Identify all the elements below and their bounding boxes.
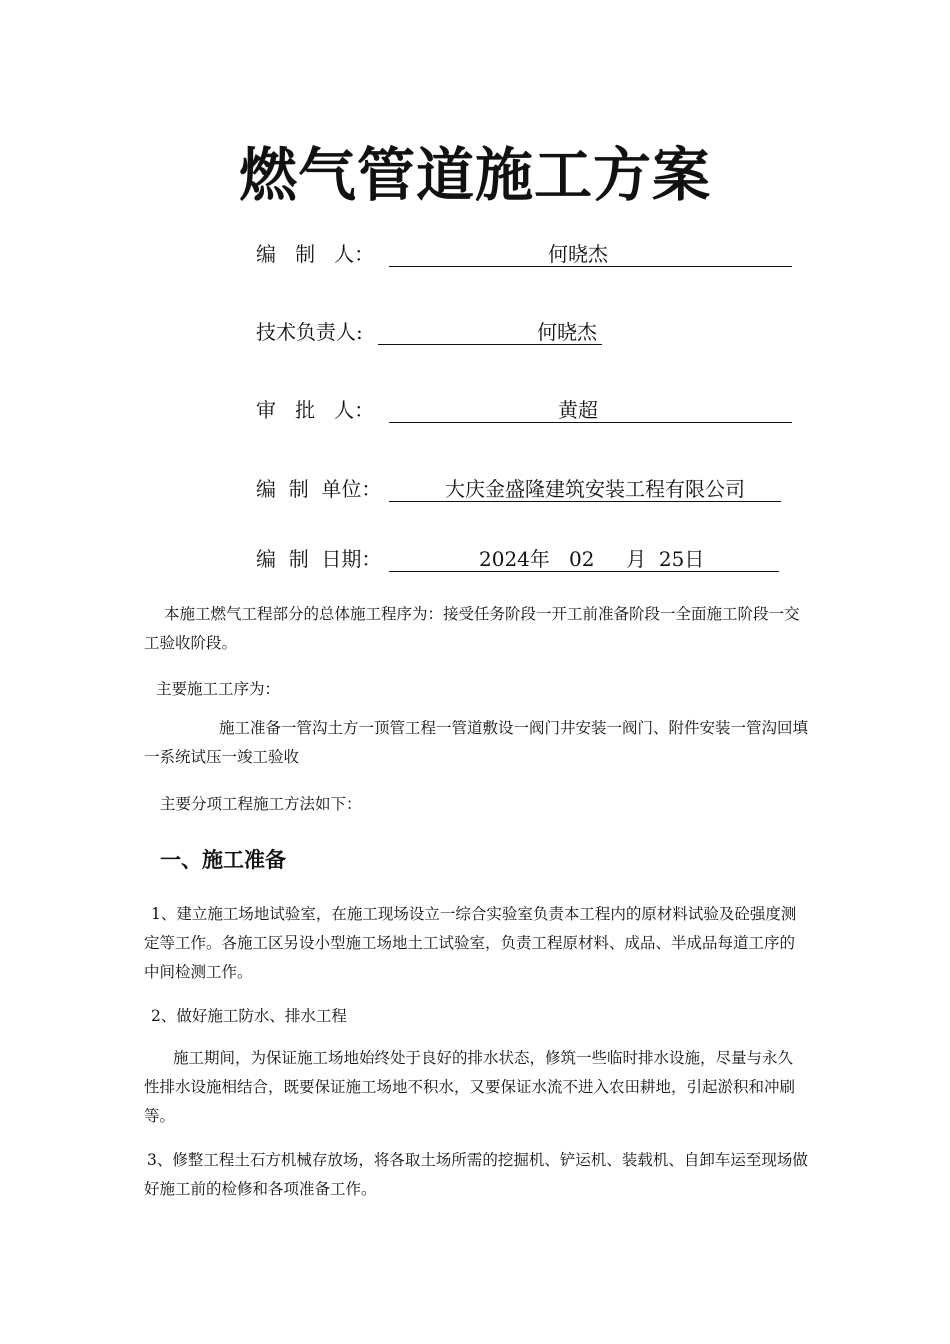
field-date	[256, 543, 796, 573]
paragraph-drainage-title: 2、做好施工防水、排水工程	[151, 1007, 347, 1025]
field-organization-value: 大庆金盛隆建筑安装工程有限公司	[445, 477, 745, 501]
field-author	[256, 238, 796, 268]
field-date-value: 2024年 02 月 25日	[479, 547, 705, 571]
field-organization	[256, 473, 796, 503]
field-tech-lead-value: 何晓杰	[537, 320, 597, 344]
field-approver	[256, 394, 796, 424]
field-approver-value: 黄超	[558, 398, 598, 422]
field-tech-lead-label: 技术负责人:	[256, 320, 363, 344]
paragraph-main-process-label: 主要施工工序为：	[156, 680, 281, 698]
paragraph-machinery: 3、修整工程土石方机械存放场，将各取土场所需的挖掘机、铲运机、装载机、自卸车运至现场做好施工前的检修和各项准备工作。	[144, 1151, 808, 1198]
section-heading-preparation: 一、施工准备	[160, 848, 286, 872]
field-organization-label: 编 制 单位：	[256, 477, 382, 501]
paragraph-main-process: 施工准备一管沟土方一顶管工程一管道敷设一阀门井安装一阀门、附件安装一管沟回填一系统试压一竣工验收	[144, 719, 809, 766]
document-title: 燃气管道施工方案	[238, 141, 711, 209]
field-tech-lead	[256, 316, 616, 346]
field-date-label: 编 制 日期：	[256, 547, 382, 571]
field-author-label: 编 制 人：	[256, 242, 375, 266]
field-approver-label: 审 批 人：	[256, 398, 375, 422]
paragraph-methods-intro: 主要分项工程施工方法如下：	[160, 795, 362, 813]
paragraph-test-lab: 1、建立施工场地试验室，在施工现场设立一综合实验室负责本工程内的原材料试验及砼强度测定等工作。各施工区另设小型施工场地土工试验室，负责工程原材料、成品、半成品每道工序的中间检测工作。	[144, 905, 797, 981]
paragraph-drainage: 施工期间，为保证施工场地始终处于良好的排水状态，修筑一些临时排水设施，尽量与永久性排水设施相结合，既要保证施工场地不积水，又要保证水流不进入农田耕地，引起淤积和冲刷等。	[144, 1049, 796, 1125]
field-author-value: 何晓杰	[548, 242, 608, 266]
paragraph-overall-sequence: 本施工燃气工程部分的总体施工程序为：接受任务阶段一开工前准备阶段一全面施工阶段一交工验收阶段。	[144, 605, 800, 652]
